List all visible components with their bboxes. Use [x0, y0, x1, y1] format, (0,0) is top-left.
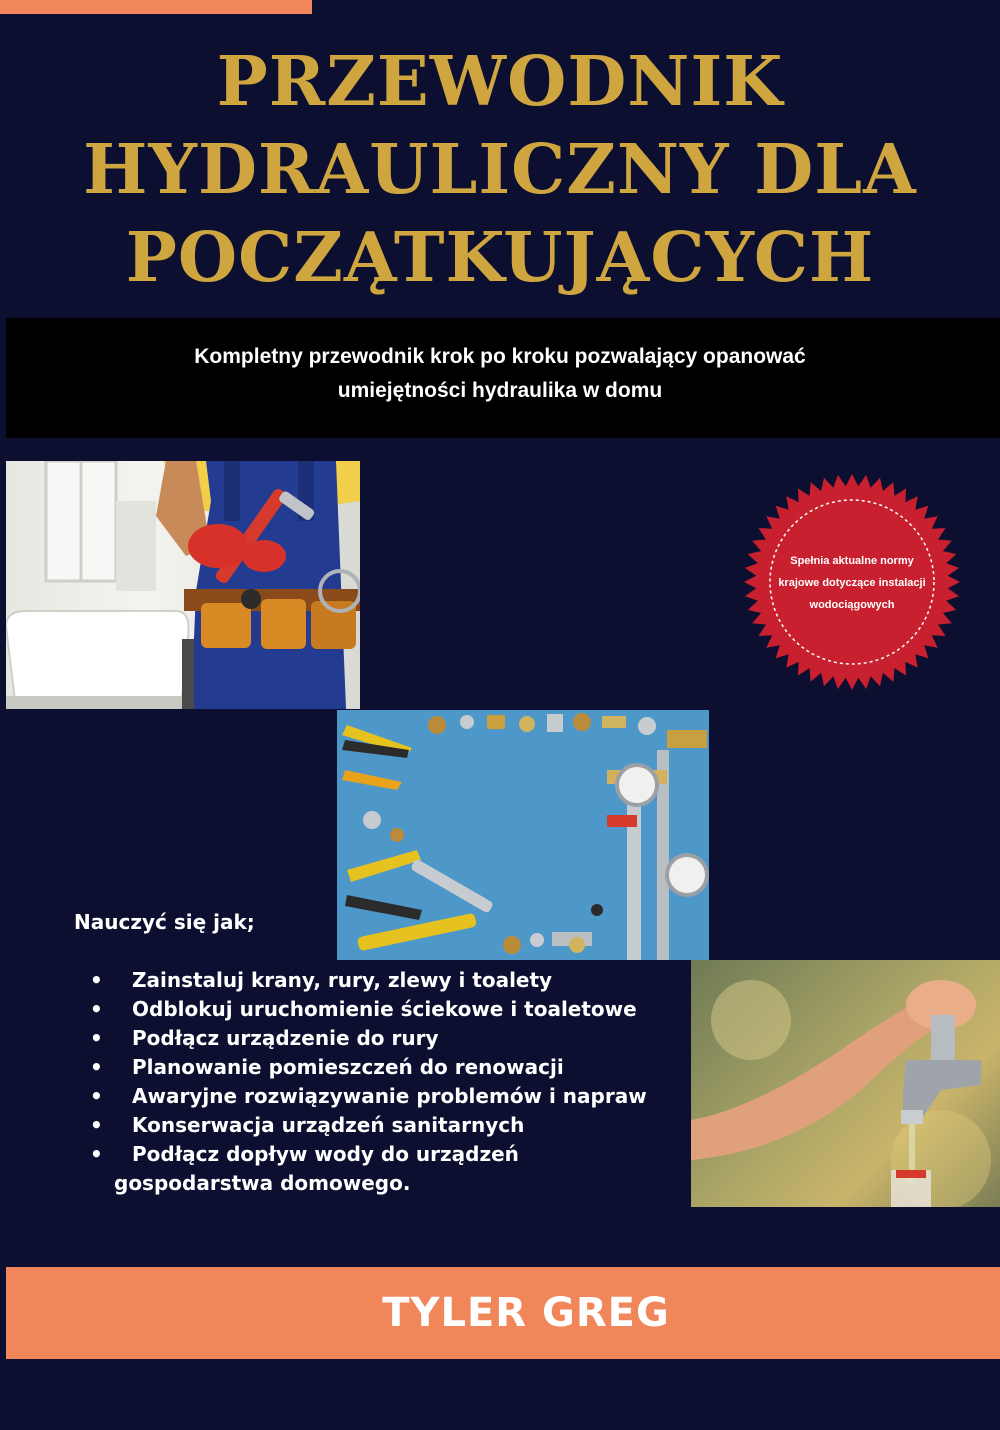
title-line-3: POCZĄTKUJĄCYCH	[125, 218, 875, 298]
hand-on-faucet-photo	[691, 960, 1000, 1207]
seal-line-2: krajowe dotyczące instalacji	[778, 577, 926, 589]
list-item-text: Podłącz urządzenie do rury	[132, 1026, 439, 1050]
list-item-text: Planowanie pomieszczeń do renowacji	[132, 1055, 564, 1079]
seal-line-1: Spełnia aktualne normy	[790, 555, 914, 567]
subtitle-line-1: Kompletny przewodnik krok po kroku pozwalający opanować	[194, 345, 806, 368]
author-name: TYLER GREG	[382, 1290, 670, 1336]
skills-list	[90, 966, 650, 1198]
list-item	[90, 1111, 650, 1140]
title-line-1: PRZEWODNIK	[216, 42, 784, 122]
list-item	[90, 1082, 650, 1111]
list-item-text: Konserwacja urządzeń sanitarnych	[132, 1113, 525, 1137]
bullet-icon: •	[90, 1026, 103, 1050]
list-item	[90, 1024, 650, 1053]
book-title	[0, 38, 1000, 302]
plumber-with-wrench-photo	[6, 461, 360, 709]
bullet-icon: •	[90, 1055, 103, 1079]
bullet-icon: •	[90, 1084, 103, 1108]
learn-heading: Nauczyć się jak;	[74, 910, 255, 934]
list-item	[90, 966, 650, 995]
list-item-text: Zainstaluj krany, rury, zlewy i toalety	[132, 968, 553, 992]
bullet-icon: •	[90, 968, 103, 992]
subtitle-line-2: umiejętności hydraulika w domu	[337, 379, 663, 402]
bullet-icon: •	[90, 1142, 103, 1166]
list-item	[90, 995, 650, 1024]
list-item-text: Podłącz dopływ wody do urządzeń gospodarstwa domowego.	[114, 1142, 519, 1195]
bullet-icon: •	[90, 997, 103, 1021]
list-item-text: Odblokuj uruchomienie ściekowe i toaletowe	[132, 997, 637, 1021]
top-accent-bar	[0, 0, 312, 14]
list-item-text: Awaryjne rozwiązywanie problemów i napraw	[132, 1084, 647, 1108]
bullet-icon: •	[90, 1113, 103, 1137]
seal-text	[762, 550, 942, 616]
book-subtitle	[0, 340, 1000, 408]
plumbing-tools-flatlay-photo	[337, 710, 709, 960]
list-item	[90, 1140, 650, 1198]
list-item	[90, 1053, 650, 1082]
title-line-2: HYDRAULICZNY DLA	[83, 130, 917, 210]
seal-line-3: wodociągowych	[809, 599, 895, 611]
